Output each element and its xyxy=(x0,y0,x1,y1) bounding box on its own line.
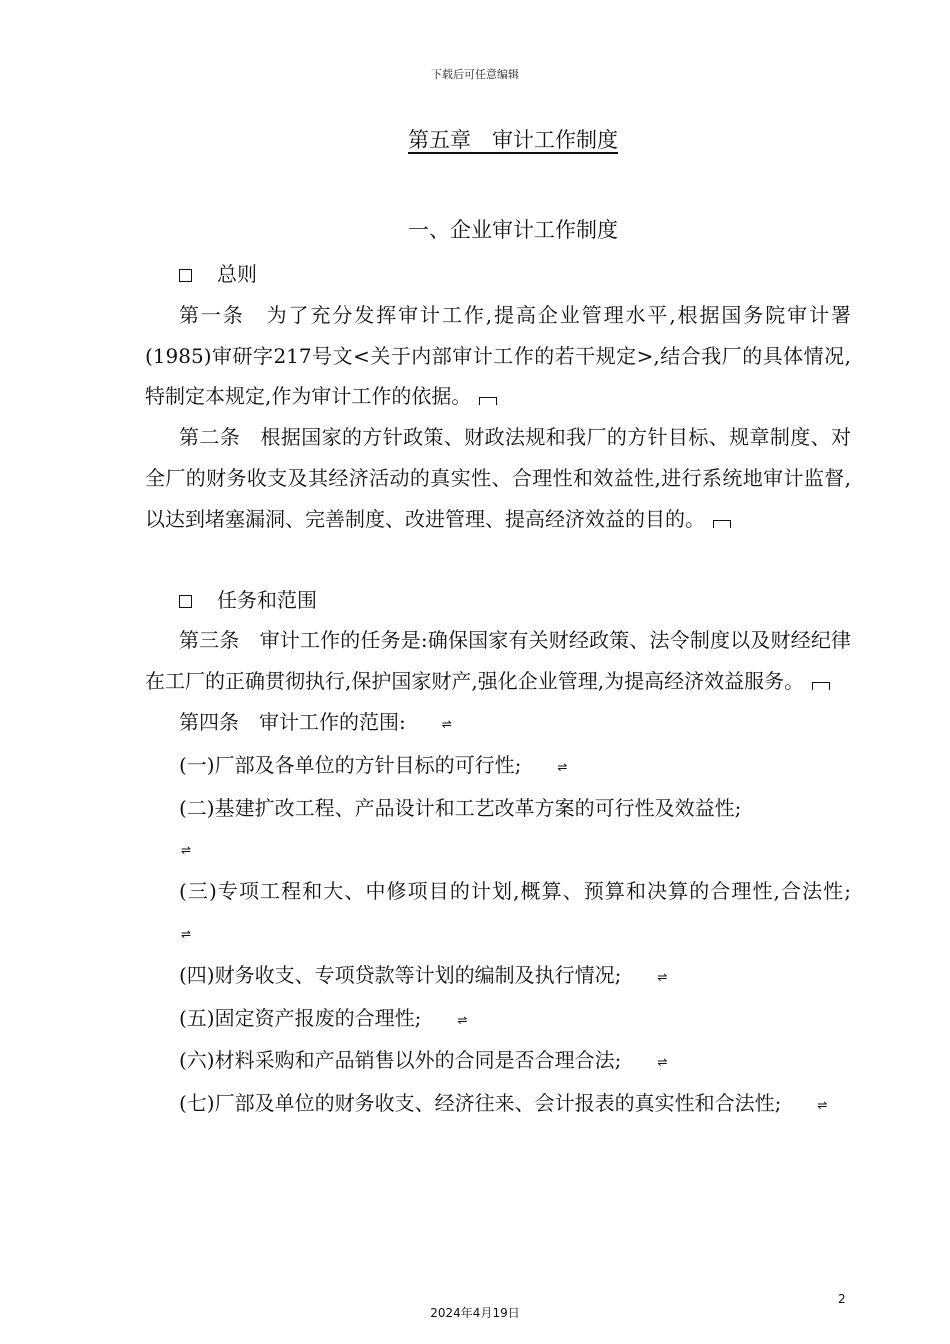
list-item: (七)厂部及单位的财务收支、经济往来、会计报表的真实性和合法性; ⇌ xyxy=(145,1083,851,1126)
footer-date: 2024年4月19日 xyxy=(430,1306,520,1320)
page-header: 下载后可任意编辑 xyxy=(431,68,519,81)
article-1: 第一条 为了充分发挥审计工作,提高企业管理水平,根据国务院审计署(1985)审研字217号文<关于内部审计工作的若干规定>,结合我厂的具体情况,特制定本规定,作为审计工作的依据。 xyxy=(145,302,851,409)
heading-general: 总则 xyxy=(145,254,851,295)
blank-line xyxy=(145,540,851,580)
paragraph-mark-icon xyxy=(812,682,830,690)
list-item: (二)基建扩改工程、产品设计和工艺改革方案的可行性及效益性; ⇌ xyxy=(145,788,851,872)
paragraph-mark-icon xyxy=(713,520,731,528)
line-break-mark-icon: ⇌ xyxy=(657,1055,668,1070)
line-break-mark-icon: ⇌ xyxy=(181,843,192,858)
line-break-mark-icon: ⇌ xyxy=(441,716,452,731)
list-item: (五)固定资产报废的合理性; ⇌ xyxy=(145,998,851,1041)
checkbox-icon xyxy=(179,595,192,608)
line-break-mark-icon: ⇌ xyxy=(557,759,568,774)
line-break-mark-icon: ⇌ xyxy=(817,1098,828,1113)
list-item: (六)材料采购和产品销售以外的合同是否合理合法; ⇌ xyxy=(145,1040,851,1083)
line-break-mark-icon: ⇌ xyxy=(657,969,668,984)
line-break-mark-icon: ⇌ xyxy=(181,926,192,941)
line-break-mark-icon: ⇌ xyxy=(457,1012,468,1027)
list-item: (四)财务收支、专项贷款等计划的编制及执行情况; ⇌ xyxy=(145,955,851,998)
article-3: 第三条 审计工作的任务是:确保国家有关财经政策、法令制度以及财经纪律在工厂的正确贯彻执行,保护国家财产,强化企业管理,为提高经济效益服务。 xyxy=(145,628,851,694)
document-body xyxy=(145,254,851,1126)
heading-scope: 任务和范围 xyxy=(145,580,851,621)
chapter-title: 第五章 审计工作制度 xyxy=(408,128,618,152)
section-title: 一、企业审计工作制度 xyxy=(408,218,618,242)
list-item: (一)厂部及各单位的方针目标的可行性; ⇌ xyxy=(145,745,851,788)
article-2: 第二条 根据国家的方针政策、财政法规和我厂的方针目标、规章制度、对全厂的财务收支及其经济活动的真实性、合理性和效益性,进行系统地审计监督,以达到堵塞漏洞、完善制度、改进管理、提高经济效益的目的。 xyxy=(145,425,851,531)
paragraph-mark-icon xyxy=(479,397,497,405)
list-item: (三)专项工程和大、中修项目的计划,概算、预算和决算的合理性,合法性;⇌ xyxy=(145,871,851,955)
page-number: 2 xyxy=(838,1292,846,1306)
checkbox-icon xyxy=(179,269,192,282)
article-4: 第四条 审计工作的范围: ⇌ xyxy=(145,702,851,745)
